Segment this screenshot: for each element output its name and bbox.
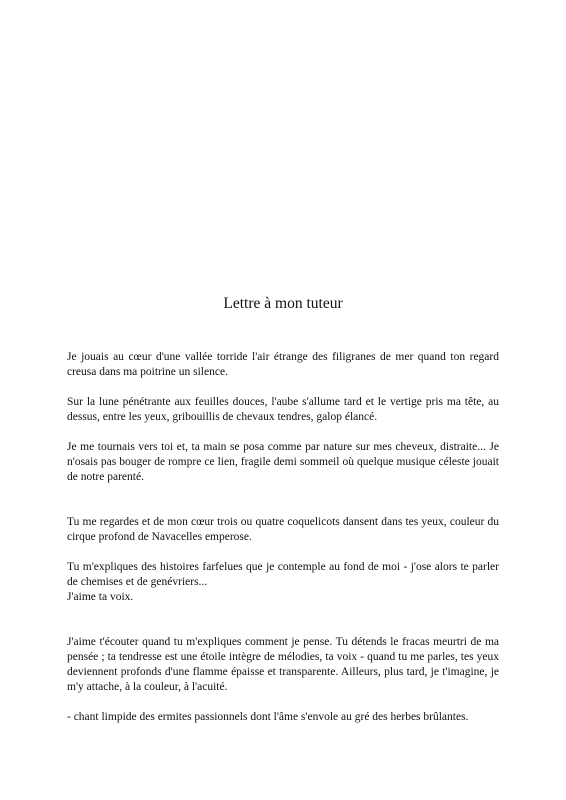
paragraph: - chant limpide des ermites passionnels dont l'âme s'envole au gré des herbes brûlantes. (67, 711, 469, 723)
paragraph: Sur la lune pénétrante aux feuilles douces, l'aube s'allume tard et le vertige pris ma tête, au dessus, entre les yeux, gribouillis de chevaux tendres, galop élancé. (67, 396, 499, 423)
paragraph-spacer (67, 695, 499, 710)
section-spacer (67, 605, 499, 635)
section-spacer (67, 485, 499, 515)
paragraph: Je jouais au cœur d'une vallée torride l'air étrange des filigranes de mer quand ton regard creusa dans ma poitrine un silence. (67, 351, 499, 378)
paragraph: Tu m'expliques des histoires farfelues que je contemple au fond de moi - j'ose alors te parler de chemises et de genévriers... (67, 561, 499, 588)
paragraph: J'aime t'écouter quand tu m'expliques comment je pense. Tu détends le fracas meurtri de ma pensée ; ta tendresse est une étoile intègre de mélodies, ta voix - quand tu me parles, tes yeux deviennent profonds d'une flamme épaisse et transparente. Ailleurs, plus tard, je t'imagine, je m'y attache, à la couleur, à l'acuité. (67, 636, 499, 693)
paragraph-spacer (67, 425, 499, 440)
paragraph: J'aime ta voix. (67, 591, 134, 603)
paragraph-spacer (67, 545, 499, 560)
paragraph-spacer (67, 380, 499, 395)
document-body (67, 350, 499, 725)
paragraph: Je me tournais vers toi et, ta main se posa comme par nature sur mes cheveux, distraite... Je n'osais pas bouger de rompre ce lien, fragile demi sommeil où quelque musique céleste jouait de notre parenté. (67, 441, 499, 483)
paragraph: Tu me regardes et de mon cœur trois ou quatre coquelicots dansent dans tes yeux, couleur du cirque profond de Navacelles emperose. (67, 516, 499, 543)
document-title: Lettre à mon tuteur (223, 295, 343, 312)
